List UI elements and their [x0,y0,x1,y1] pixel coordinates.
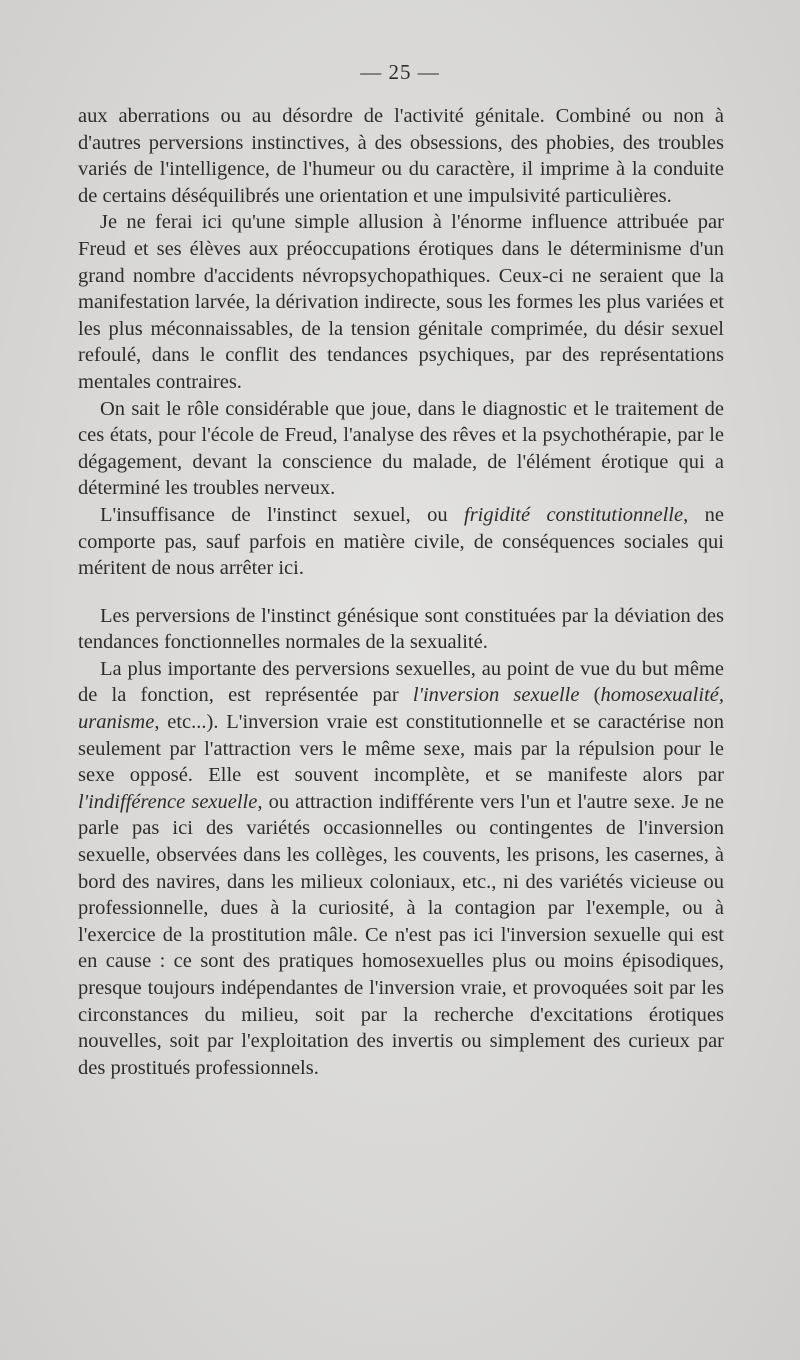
paragraph-6-text-a: La plus importante des perversions sexuelles, au point de vue du but même de la fonction, est représentée par [78,657,724,707]
paragraph-6-italic-b: homosexualité, uranisme [78,684,724,734]
page-number: — 25 — [360,60,440,84]
paragraph-4-text-b: , ne comporte pas, sauf parfois en matière civile, de conséquences sociales qui méritent de nous arrêter ici. [78,503,724,580]
body-text [78,103,724,1081]
paragraph-6-italic-c: l'indifférence sexuelle [78,790,258,813]
paragraph-6-text-d: , ou attraction indifférente vers l'un et l'autre sexe. Je ne parle pas ici des variétés occasionnelles ou contingentes de l'inversion sexuelle, observées dans les collèges, les couvents, les prisons, les casernes, à bord des navires, dans les milieux coloniaux, etc., ni des variétés vicieuse ou professionnelle, dues à la curiosité, à la contagion par l'exemple, ou à l'exercice de la prostitution mâle. Ce n'est pas ici l'inversion sexuelle qui est en cause : ce sont des pratiques homosexuelles plus ou moins épisodiques, presque toujours indépendantes de l'inversion vraie, et provoquées soit par les circonstances du milieu, soit par la recherche d'excitations érotiques nouvelles, soit par l'exploitation des invertis ou simplement des curieux par des prostitués professionnels. [78,790,724,1079]
paragraph-6-italic-a: l'inversion sexuelle [412,684,580,707]
paragraph-4-text-a: L'insuffisance de l'instinct sexuel, ou [100,503,464,526]
paragraph-5: Les perversions de l'instinct génésique sont constituées par la déviation des tendances fonctionnelles normales de la sexualité. [78,604,724,654]
paragraph-4 [78,502,724,582]
paragraph-4-italic: frigidité constitutionnelle [464,503,684,526]
paragraph-2: Je ne ferai ici qu'une simple allusion à l'énorme influence attribuée par Freud et ses élèves aux préoccupations érotiques dans le déterminisme d'un grand nombre d'accidents névropsychopathiques. Ceux-ci ne seraient que la manifestation larvée, la dérivation indirecte, sous les formes les plus variées et les plus méconnaissables, de la tension génitale comprimée, du désir sexuel refoulé, dans le conflit des tendances psychiques, par des représentations mentales contraires. [78,211,724,393]
paragraph-6-text-c: , etc...). L'inversion vraie est constitutionnelle et se caractérise non seulement par l'attraction vers le même sexe, mais par la répulsion pour le sexe opposé. Elle est souvent incomplète, et se manifeste alors par [78,711,724,787]
paragraph-1: aux aberrations ou au désordre de l'activité génitale. Combiné ou non à d'autres perversions instinctives, à des obsessions, des phobies, des troubles variés de l'intelligence, de l'humeur ou du caractère, il imprime à la conduite de certains déséquilibrés une orientation et une impulsivité particulières. [78,105,724,207]
paragraph-6 [78,656,724,1082]
paragraph-3: On sait le rôle considérable que joue, dans le diagnostic et le traitement de ces états, pour l'école de Freud, l'analyse des rêves et la psychothérapie, par le dégagement, devant la conscience du malade, de l'élément érotique qui a déterminé les troubles nerveux. [78,397,724,500]
paragraph-6-text-b: ( [579,684,601,707]
